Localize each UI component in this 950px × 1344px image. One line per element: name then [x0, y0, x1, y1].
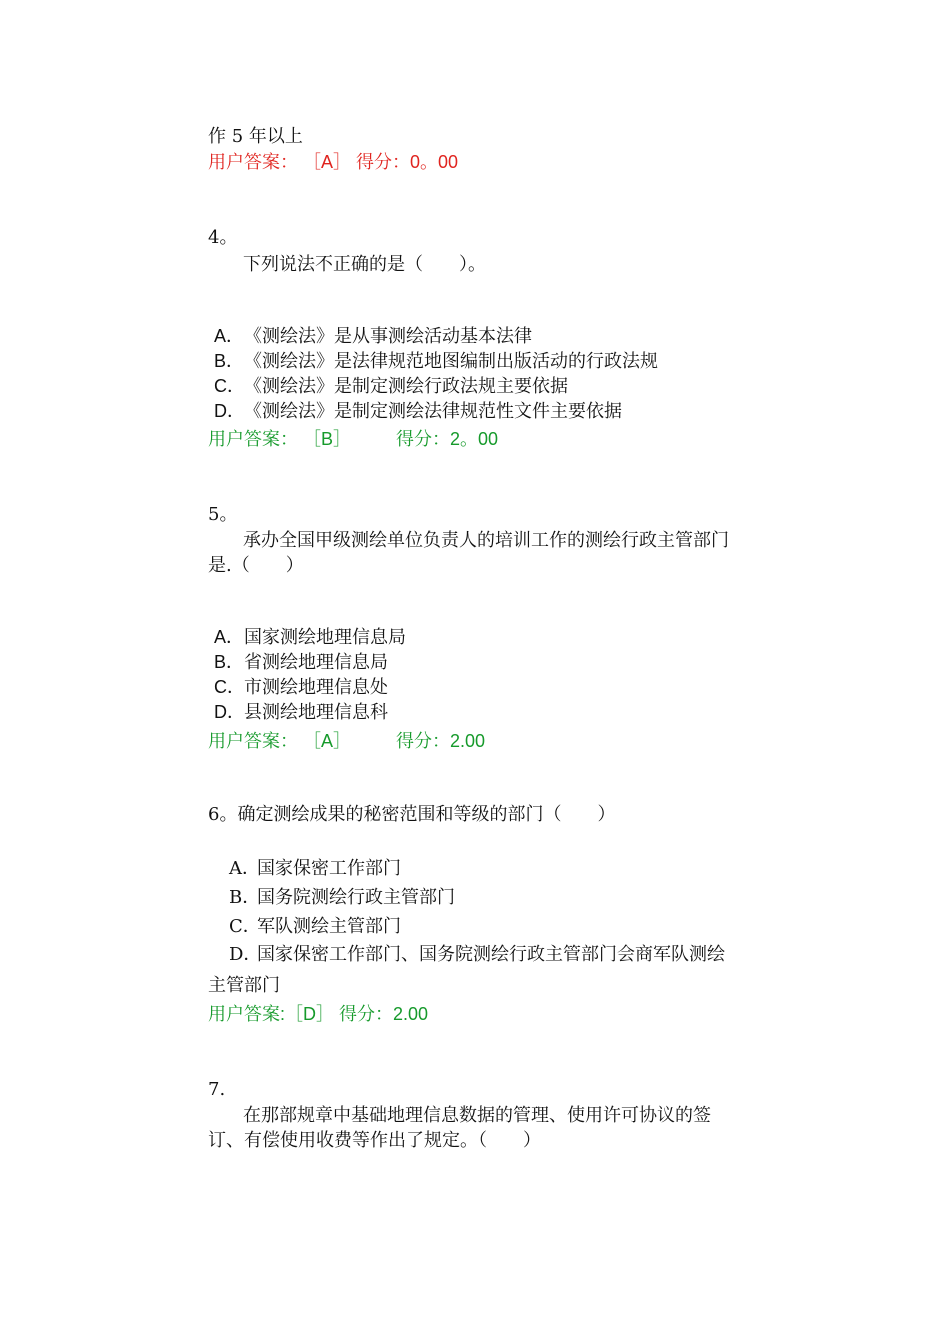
q3-continuation: 作 5 年以上 — [208, 126, 303, 147]
q4-option-a — [214, 324, 532, 349]
q5-option-d-letter: D． — [214, 702, 245, 722]
q4-option-a-letter: A． — [214, 326, 245, 346]
q6-option-b — [229, 886, 455, 910]
q4-stem: 下列说法不正确的是（ ）。 — [243, 254, 486, 275]
q4-option-b-letter: B． — [214, 351, 245, 371]
q5-option-d — [214, 700, 388, 725]
q5-option-c-letter: C． — [214, 677, 245, 697]
q6-option-b-text: 国务院测绘行政主管部门 — [257, 887, 455, 908]
q4-option-a-text: 《测绘法》是从事测绘活动基本法律 — [244, 326, 532, 347]
q5-option-b — [214, 650, 388, 675]
q5-option-c — [214, 675, 388, 700]
q6-option-a-text: 国家保密工作部门 — [257, 858, 401, 879]
q6-option-c — [229, 915, 401, 939]
q7-stem-line1: 在那部规章中基础地理信息数据的管理、使用许可协议的签 — [243, 1105, 711, 1126]
q4-option-d-text: 《测绘法》是制定测绘法律规范性文件主要依据 — [244, 401, 622, 422]
q4-option-c — [214, 374, 568, 399]
q5-option-c-text: 市测绘地理信息处 — [244, 677, 388, 698]
q5-option-a — [214, 625, 406, 650]
q4-option-c-text: 《测绘法》是制定测绘行政法规主要依据 — [244, 376, 568, 397]
q5-option-b-text: 省测绘地理信息局 — [244, 652, 388, 673]
q6-option-c-letter: C． — [229, 916, 261, 937]
q7-stem-line2: 订、有偿使用收费等作出了规定。（ ） — [208, 1130, 541, 1151]
q6-option-d-wrap: 主管部门 — [208, 975, 280, 996]
q6-user-answer: 用户答案:［D］ 得分：2.00 — [208, 1004, 429, 1024]
q6-stem: 6。确定测绘成果的秘密范围和等级的部门（ ） — [208, 804, 616, 825]
q6-option-c-text: 军队测绘主管部门 — [257, 916, 401, 937]
q4-option-d-letter: D． — [214, 401, 245, 421]
q5-stem-line1: 承办全国甲级测绘单位负责人的培训工作的测绘行政主管部门 — [243, 530, 729, 551]
q6-option-b-letter: B． — [229, 887, 261, 908]
q5-option-d-text: 县测绘地理信息科 — [244, 702, 388, 723]
q6-option-d — [229, 943, 725, 967]
q5-option-b-letter: B． — [214, 652, 245, 672]
q4-number: 4。 — [208, 227, 238, 248]
q5-option-a-text: 国家测绘地理信息局 — [244, 627, 406, 648]
q5-number: 5。 — [208, 504, 238, 525]
q4-option-b-text: 《测绘法》是法律规范地图编制出版活动的行政法规 — [244, 351, 658, 372]
q4-option-c-letter: C． — [214, 376, 245, 396]
q7-number: 7. — [208, 1079, 226, 1100]
q4-option-d — [214, 399, 622, 424]
q6-option-d-letter: D． — [229, 944, 262, 965]
q6-option-a — [229, 857, 401, 881]
q6-option-a-letter: A． — [229, 858, 260, 879]
q3-user-answer: 用户答案： ［A］ 得分：0。00 — [208, 152, 459, 172]
q5-user-answer: 用户答案： ［A］ 得分：2.00 — [208, 731, 486, 751]
q5-option-a-letter: A． — [214, 627, 245, 647]
q5-stem-line2: 是.（ ） — [208, 555, 304, 576]
q6-option-d-text: 国家保密工作部门、国务院测绘行政主管部门会商军队测绘 — [257, 944, 725, 965]
q4-user-answer: 用户答案： ［B］ 得分：2。00 — [208, 429, 499, 449]
q4-option-b — [214, 349, 658, 374]
